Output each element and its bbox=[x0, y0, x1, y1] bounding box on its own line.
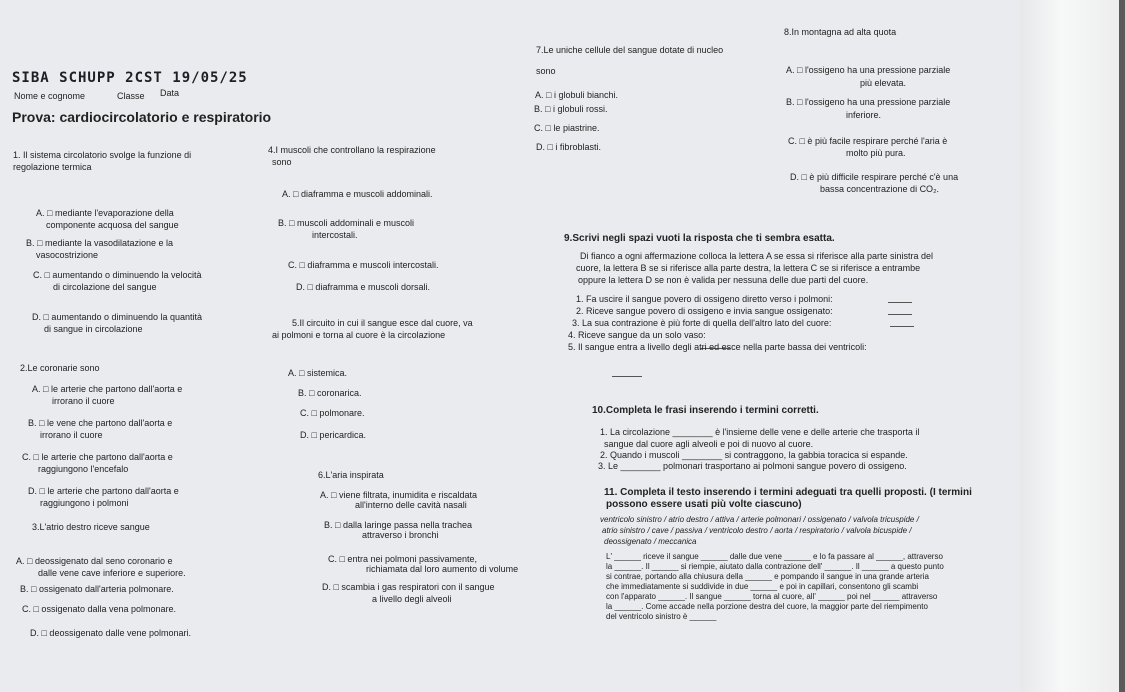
q6-option-d-2: a livello degli alveoli bbox=[372, 594, 452, 604]
q6-option-d[interactable]: D. □ scambia i gas respiratori con il sangue bbox=[322, 582, 495, 592]
q5-text: 5.Il circuito in cui il sangue esce dal cuore, va bbox=[292, 318, 473, 328]
q11-word-bank-1: ventricolo sinistro / atrio destro / attiva / arterie polmonari / ossigenato / valvola tricuspide / bbox=[600, 515, 919, 524]
q9-intro-1: Di fianco a ogni affermazione colloca la lettera A se essa si riferisce alla parte sinistra del bbox=[580, 251, 934, 261]
q4-text-2: sono bbox=[272, 157, 292, 167]
q8-option-a-2: più elevata. bbox=[860, 78, 907, 88]
q7-option-a[interactable]: A. □ i globuli bianchi. bbox=[535, 90, 618, 100]
page-title: Prova: cardiocircolatorio e respiratorio bbox=[12, 109, 272, 125]
q11-body-3: si contrae, portando alla chiusura della ______ e pompando il sangue in una grande arteria bbox=[606, 572, 929, 581]
q5-option-c[interactable]: C. □ polmonare. bbox=[300, 408, 365, 418]
q11-word-bank-2: atrio sinistro / cave / passiva / ventricolo destro / aorta / respiratorio / valvola bicuspide / bbox=[602, 526, 912, 535]
q1-text: 1. Il sistema circolatorio svolge la funzione di bbox=[13, 150, 192, 160]
q9-item-1: 1. Fa uscire il sangue povero di ossigeno diretto verso i polmoni: bbox=[576, 294, 833, 304]
q1-option-c[interactable]: C. □ aumentando o diminuendo la velocità bbox=[33, 270, 202, 280]
q2-option-a-2: irrorano il cuore bbox=[52, 396, 115, 406]
q8-text: 8.In montagna ad alta quota bbox=[784, 27, 897, 37]
q8-option-a[interactable]: A. □ l'ossigeno ha una pressione parziale bbox=[786, 65, 951, 75]
q2-option-c-2: raggiungono l'encefalo bbox=[38, 464, 129, 474]
q7-option-d[interactable]: D. □ i fibroblasti. bbox=[536, 142, 601, 152]
q3-option-b[interactable]: B. □ ossigenato dall'arteria polmonare. bbox=[20, 584, 174, 594]
q7-text: 7.Le uniche cellule del sangue dotate di nucleo bbox=[536, 45, 724, 55]
q7-text-2: sono bbox=[536, 66, 556, 76]
q11-body-1: L' ______ riceve il sangue ______ dalle due vene ______ e lo fa passare al ______, attraverso bbox=[606, 552, 943, 561]
q10-item-1: 1. La circolazione ________ è l'insieme delle vene e delle arterie che trasporta il bbox=[600, 427, 920, 437]
q9-item-4: 4. Riceve sangue da un solo vaso: bbox=[568, 330, 706, 340]
q4-option-c[interactable]: C. □ diaframma e muscoli intercostali. bbox=[288, 260, 439, 270]
handwritten-name-date: SIBA SCHUPP 2CST 19/05/25 bbox=[12, 70, 248, 86]
q1-option-d[interactable]: D. □ aumentando o diminuendo la quantità bbox=[32, 312, 203, 322]
date-label: Data bbox=[160, 88, 180, 98]
q3-option-a-2: dalle vene cave inferiore e superiore. bbox=[38, 568, 186, 578]
q11-word-bank-3: deossigenato / meccanica bbox=[604, 537, 697, 546]
q9-item-2: 2. Riceve sangue povero di ossigeno e invia sangue ossigenato: bbox=[576, 306, 833, 316]
q2-option-c[interactable]: C. □ le arterie che partono dall'aorta e bbox=[22, 452, 173, 462]
q10-item-2: 2. Quando i muscoli ________ si contraggono, la gabbia toracica si espande. bbox=[600, 450, 908, 460]
q2-option-d[interactable]: D. □ le arterie che partono dall'aorta e bbox=[28, 486, 179, 496]
q2-option-d-2: raggiungono i polmoni bbox=[40, 498, 129, 508]
q8-option-d[interactable]: D. □ è più difficile respirare perché c'è una bbox=[790, 172, 959, 182]
q4-option-d[interactable]: D. □ diaframma e muscoli dorsali. bbox=[296, 282, 430, 292]
q9-blank-2[interactable] bbox=[888, 314, 912, 315]
q2-text: 2.Le coronarie sono bbox=[20, 363, 100, 373]
q3-option-a[interactable]: A. □ deossigenato dal seno coronario e bbox=[16, 556, 173, 566]
q8-option-c[interactable]: C. □ è più facile respirare perché l'aria è bbox=[788, 136, 948, 146]
q11-body-2: la ______. Il ______ si riempie, aiutato dalla contrazione dell' ______. Il ______ a questo punto bbox=[606, 562, 944, 571]
q10-item-1-b: sangue dal cuore agli alveoli e poi di nuovo al cuore. bbox=[604, 439, 814, 449]
q5-option-b[interactable]: B. □ coronarica. bbox=[298, 388, 362, 398]
q9-blank-1[interactable] bbox=[888, 302, 912, 303]
q3-text: 3.L'atrio destro riceve sangue bbox=[32, 522, 150, 532]
name-label: Nome e cognome bbox=[14, 91, 86, 101]
page-edge bbox=[1119, 0, 1125, 692]
q8-option-b[interactable]: B. □ l'ossigeno ha una pressione parziale bbox=[786, 97, 951, 107]
q4-option-b-2: intercostali. bbox=[312, 230, 358, 240]
q10-title: 10.Completa le frasi inserendo i termini corretti. bbox=[592, 405, 819, 416]
q1-option-b-2: vasocostrizione bbox=[36, 250, 99, 260]
q5-option-d[interactable]: D. □ pericardica. bbox=[300, 430, 366, 440]
q11-title: 11. Completa il testo inserendo i termini adeguati tra quelli proposti. (I termini bbox=[604, 487, 972, 498]
q8-option-d-2: bassa concentrazione di CO₂. bbox=[820, 184, 940, 194]
q4-option-a[interactable]: A. □ diaframma e muscoli addominali. bbox=[282, 189, 433, 199]
q9-blank-3[interactable] bbox=[890, 326, 914, 327]
q4-text: 4.I muscoli che controllano la respirazione bbox=[268, 145, 436, 155]
q6-text: 6.L'aria inspirata bbox=[318, 470, 384, 480]
q5-option-a[interactable]: A. □ sistemica. bbox=[288, 368, 347, 378]
q9-intro-3: oppure la lettera D se non è valida per nessuna delle due parti del cuore. bbox=[578, 275, 869, 285]
q6-option-b-2: attraverso i bronchi bbox=[362, 530, 439, 540]
q1-option-b[interactable]: B. □ mediante la vasodilatazione e la bbox=[26, 238, 174, 248]
q3-option-d[interactable]: D. □ deossigenato dalle vene polmonari. bbox=[30, 628, 192, 638]
q11-body-6: la ______. Come accade nella porzione destra del cuore, la maggior parte del riempimento bbox=[606, 602, 928, 611]
q7-option-c[interactable]: C. □ le piastrine. bbox=[534, 123, 600, 133]
q2-option-a[interactable]: A. □ le arterie che partono dall'aorta e bbox=[32, 384, 183, 394]
class-label: Classe bbox=[117, 91, 145, 101]
q1-text-2: regolazione termica bbox=[13, 162, 92, 172]
q6-option-a-2: all'interno delle cavità nasali bbox=[355, 500, 467, 510]
q9-title: 9.Scrivi negli spazi vuoti la risposta che ti sembra esatta. bbox=[564, 233, 835, 244]
q4-option-b[interactable]: B. □ muscoli addominali e muscoli bbox=[278, 218, 414, 228]
q1-option-a-2: componente acquosa del sangue bbox=[46, 220, 179, 230]
q11-body-4: che immediatamente si suddivide in due ______ e poi in capillari, consentono gli scambi bbox=[606, 582, 919, 591]
q8-option-c-2: molto più pura. bbox=[846, 148, 906, 158]
q7-option-b[interactable]: B. □ i globuli rossi. bbox=[534, 104, 608, 114]
q2-option-b[interactable]: B. □ le vene che partono dall'aorta e bbox=[28, 418, 173, 428]
q9-blank-5[interactable] bbox=[612, 376, 642, 377]
q1-option-a[interactable]: A. □ mediante l'evaporazione della bbox=[36, 208, 174, 218]
q8-option-b-2: inferiore. bbox=[846, 110, 882, 120]
q6-option-b[interactable]: B. □ dalla laringe passa nella trachea bbox=[324, 520, 473, 530]
q9-item-3: 3. La sua contrazione è più forte di quella dell'altro lato del cuore: bbox=[572, 318, 832, 328]
q6-option-c[interactable]: C. □ entra nei polmoni passivamente, bbox=[328, 554, 478, 564]
q1-option-c-2: di circolazione del sangue bbox=[53, 282, 157, 292]
q5-text-2: ai polmoni e torna al cuore è la circolazione bbox=[272, 330, 446, 340]
q9-intro-2: cuore, la lettera B se si riferisce alla parte destra, la lettera C se si riferisce a entrambe bbox=[576, 263, 921, 273]
q6-option-c-2: richiamata dal loro aumento di volume bbox=[366, 564, 519, 574]
q9-item-5: 5. Il sangue entra a livello degli atri ed esce nella parte bassa dei ventricoli: bbox=[568, 342, 867, 352]
q11-body-7: del ventricolo sinistro è ______ bbox=[606, 612, 717, 621]
page-fold bbox=[1020, 0, 1125, 692]
q1-option-d-2: di sangue in circolazione bbox=[44, 324, 143, 334]
q6-option-a[interactable]: A. □ viene filtrata, inumidita e riscaldata bbox=[320, 490, 478, 500]
q2-option-b-2: irrorano il cuore bbox=[40, 430, 103, 440]
q11-body-5: con l'apparato ______. Il sangue ______ torna al cuore, all' ______ poi nel ______ attraverso bbox=[606, 592, 938, 601]
q10-item-3: 3. Le ________ polmonari trasportano ai polmoni sangue povero di ossigeno. bbox=[598, 461, 907, 471]
q3-option-c[interactable]: C. □ ossigenato dalla vena polmonare. bbox=[22, 604, 177, 614]
q11-title-2: possono essere usati più volte ciascuno) bbox=[606, 499, 802, 510]
